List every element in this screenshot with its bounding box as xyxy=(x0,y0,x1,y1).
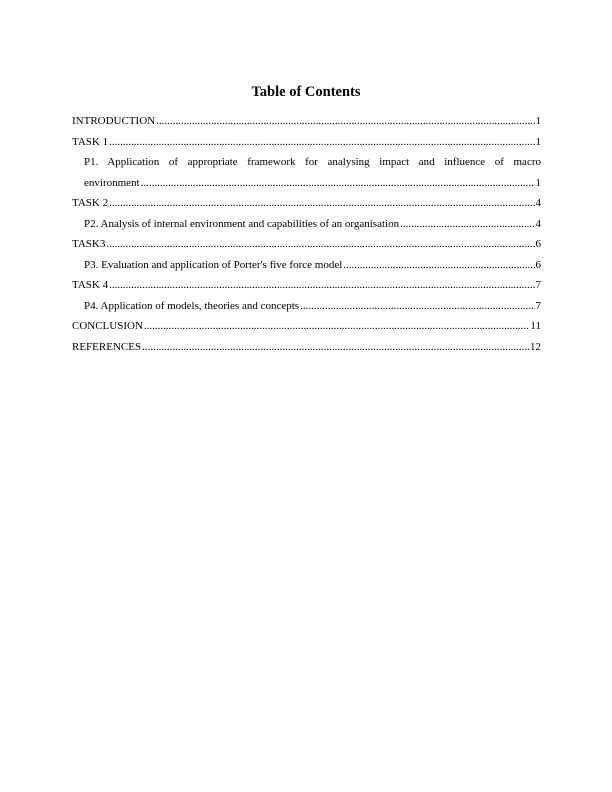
toc-entry-label: P1. Application of appropriate framework for analysing impact and influence of macro xyxy=(84,156,541,168)
toc-entry-page: 1 xyxy=(535,176,541,189)
toc-entry-page: 1 xyxy=(535,115,541,127)
toc-entry-label: TASK 2 xyxy=(72,197,109,209)
toc-entry-page: 12 xyxy=(530,340,541,353)
toc-entry-label: TASK3 xyxy=(72,238,106,250)
toc-entry-conclusion[interactable] xyxy=(72,316,541,337)
toc-entry-page: 1 xyxy=(535,135,541,148)
toc-entry-task-1[interactable] xyxy=(72,132,541,153)
toc-entry-label: environment xyxy=(84,176,140,189)
dot-leader xyxy=(109,193,534,214)
toc-entry-label: P2. Analysis of internal environment and capabilities of an organisation xyxy=(84,217,400,230)
dot-leader xyxy=(141,173,535,194)
toc-entry-p1-line2[interactable] xyxy=(72,173,541,194)
toc-entry-label: CONCLUSION xyxy=(72,320,143,332)
dot-leader xyxy=(109,132,534,153)
toc-entry-label: P4. Application of models, theories and concepts xyxy=(84,299,300,312)
dot-leader xyxy=(106,234,534,255)
toc-entry-introduction[interactable] xyxy=(72,111,541,132)
toc-entry-page: 6 xyxy=(535,238,541,250)
dot-leader xyxy=(400,214,534,235)
toc-entry-p1-line1[interactable] xyxy=(72,152,541,173)
toc-title: Table of Contents xyxy=(251,84,361,100)
dot-leader xyxy=(300,296,534,317)
toc-entry-page: 7 xyxy=(535,299,541,312)
toc-entry-p3[interactable] xyxy=(72,255,541,276)
toc-entry-label: INTRODUCTION xyxy=(72,115,156,127)
toc-entry-p4[interactable] xyxy=(72,296,541,317)
toc-entry-label: REFERENCES xyxy=(72,340,142,353)
toc-entry-page: 6 xyxy=(535,258,541,271)
toc-entry-page: 11 xyxy=(530,320,541,332)
toc-entry-references[interactable] xyxy=(72,337,541,358)
toc-entry-page: 4 xyxy=(535,197,541,209)
dot-leader xyxy=(343,255,534,276)
dot-leader xyxy=(144,316,530,337)
dot-leader xyxy=(142,337,529,358)
dot-leader xyxy=(109,275,534,296)
toc-entry-task-2[interactable] xyxy=(72,193,541,214)
toc-entry-page: 4 xyxy=(535,217,541,230)
toc-entry-label: TASK 1 xyxy=(72,135,109,148)
toc-entry-task-4[interactable] xyxy=(72,275,541,296)
toc-entry-page: 7 xyxy=(535,279,541,291)
table-of-contents xyxy=(72,111,541,357)
toc-entry-task-3[interactable] xyxy=(72,234,541,255)
dot-leader xyxy=(156,111,534,132)
toc-entry-label: TASK 4 xyxy=(72,279,109,291)
toc-entry-label: P3. Evaluation and application of Porter's five force model xyxy=(84,258,343,271)
toc-entry-p2[interactable] xyxy=(72,214,541,235)
